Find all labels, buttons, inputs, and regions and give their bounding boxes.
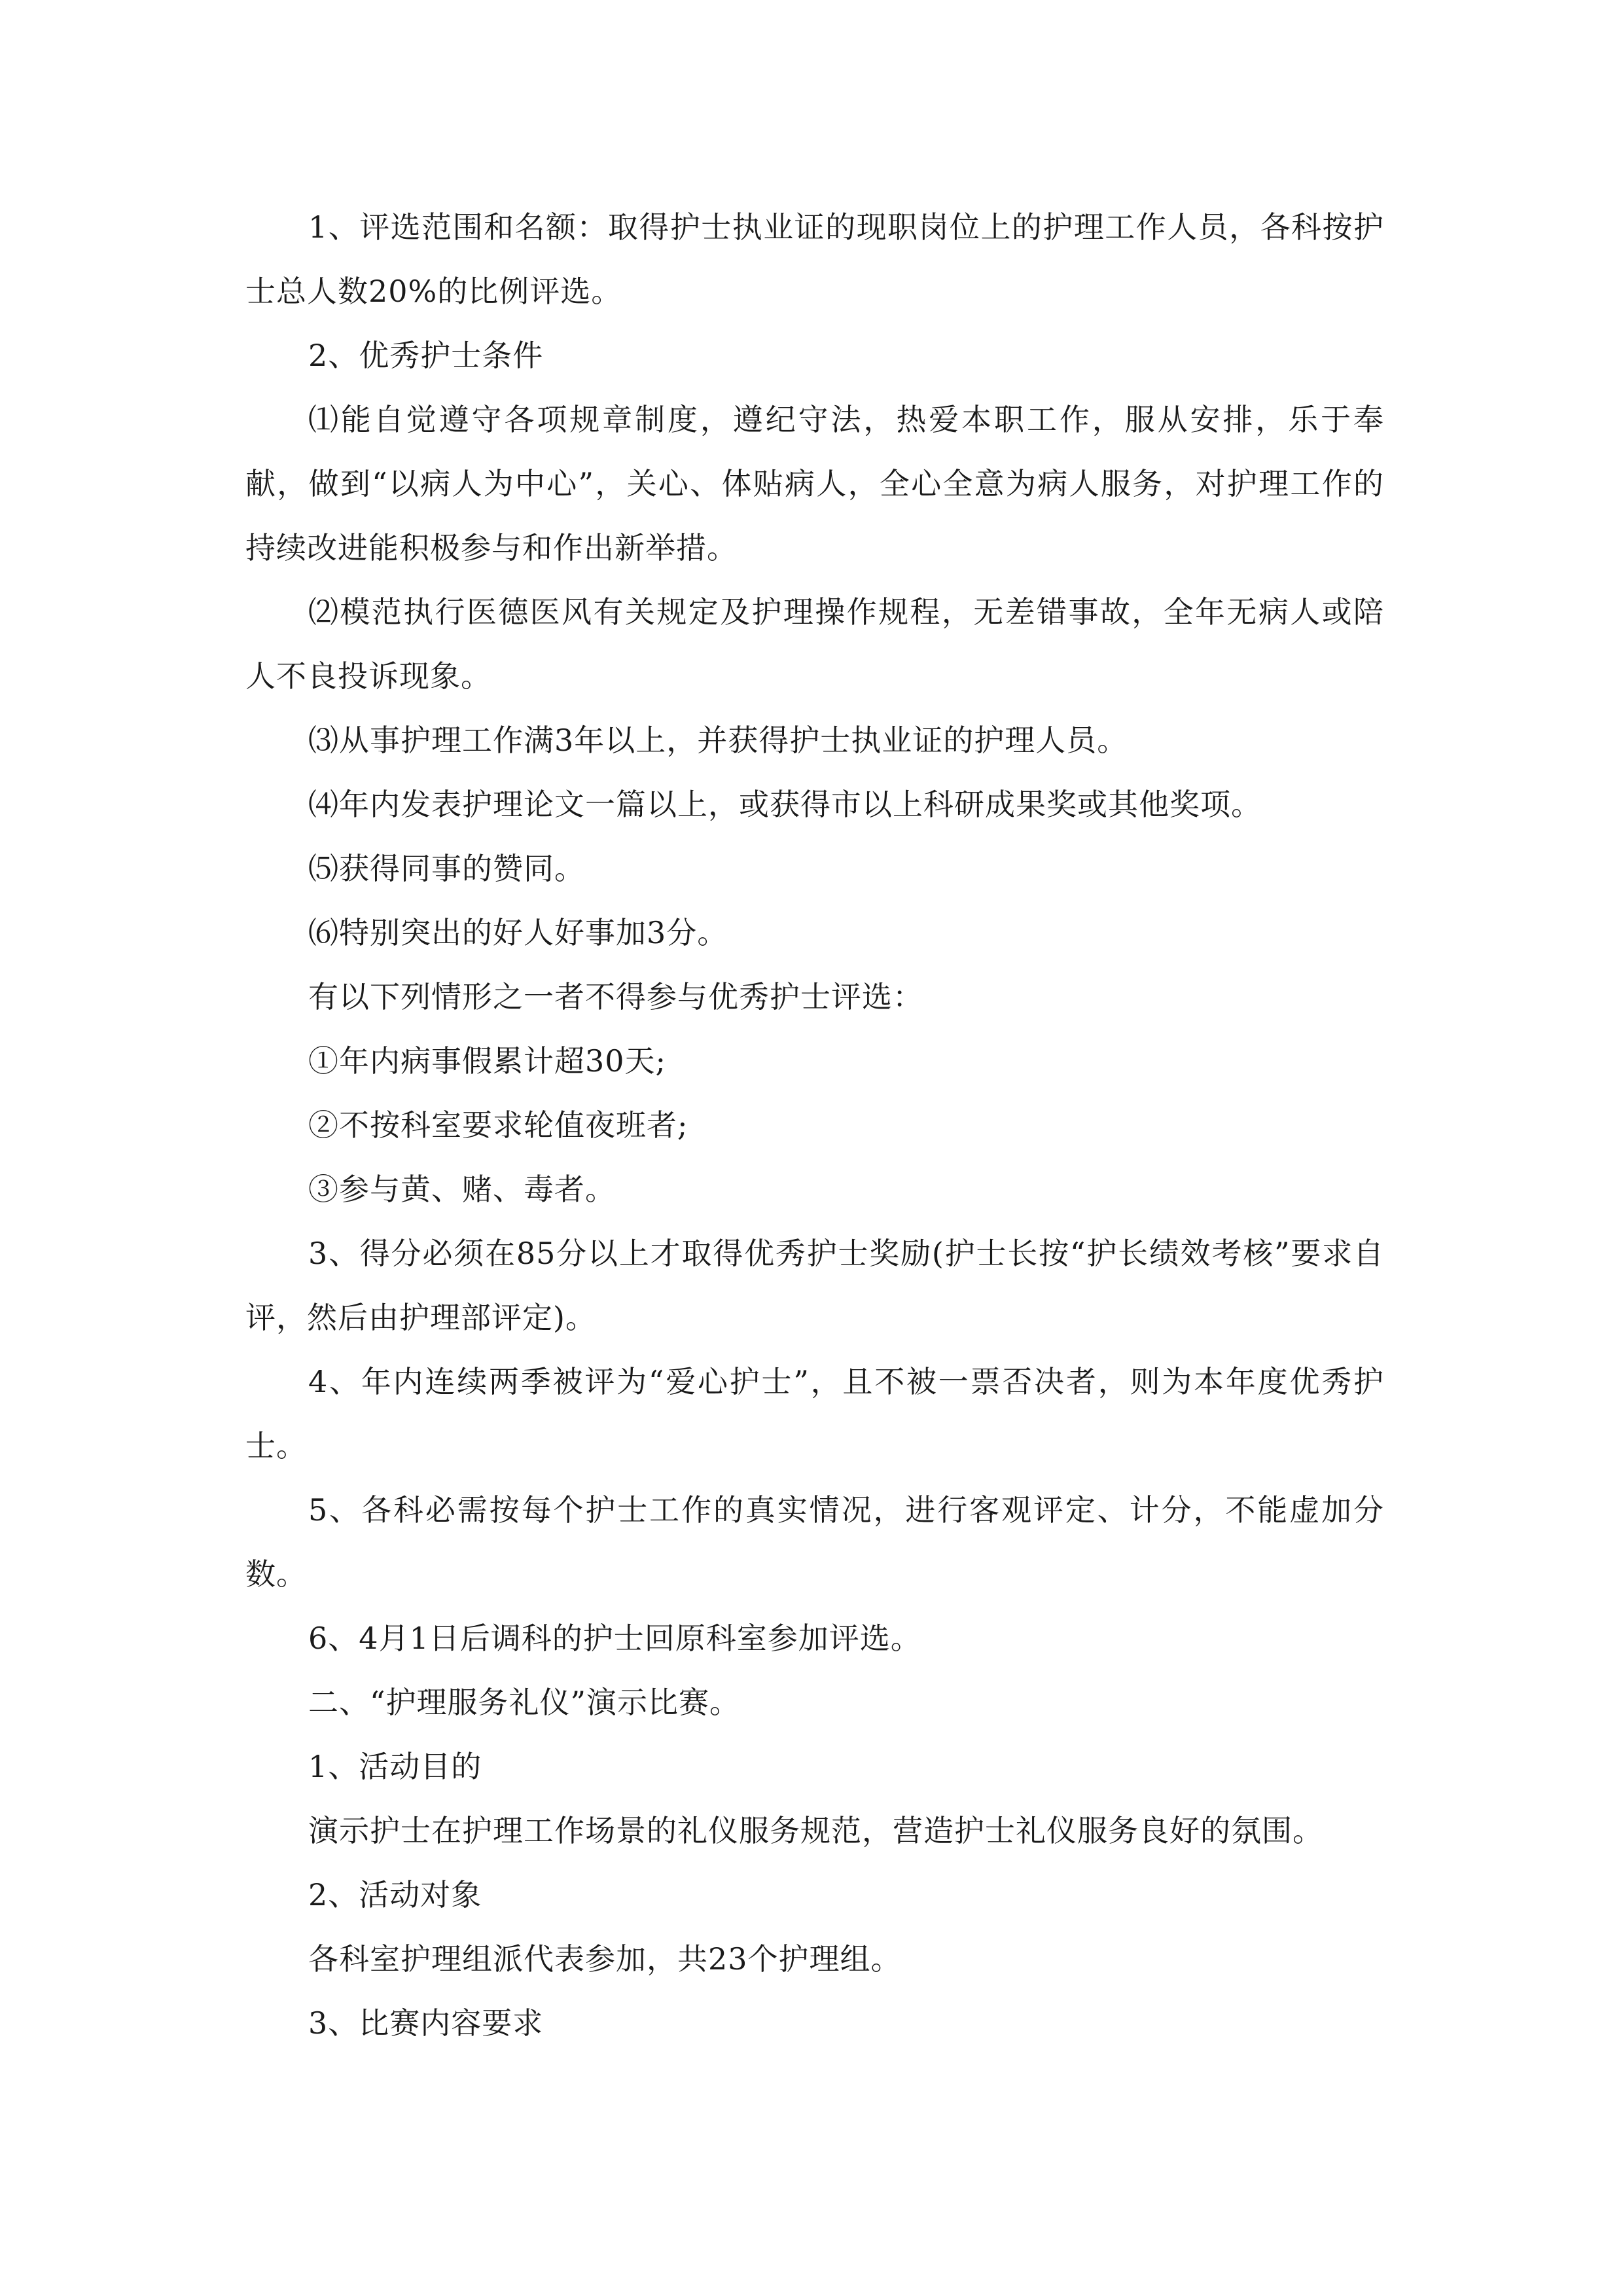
paragraph-exclusion-heading: 有以下列情形之一者不得参与优秀护士评选： — [308, 979, 923, 1014]
paragraph-activity-target: 各科室护理组派代表参加，共23个护理组。 — [308, 1941, 902, 1977]
paragraph-criterion-2: ⑵模范执行医德医风有关规定及护理操作规程，无差错事故，全年无病人或陪人不良投诉现象。 — [245, 594, 1384, 694]
document-body — [245, 195, 1384, 2055]
paragraph-criterion-5: ⑸获得同事的赞同。 — [308, 851, 585, 886]
paragraph-selection-scope: 1、评选范围和名额：取得护士执业证的现职岗位上的护理工作人员，各科按护士总人数20%的比例评选。 — [245, 209, 1384, 309]
paragraph-criterion-6: ⑹特别突出的好人好事加3分。 — [308, 915, 728, 950]
paragraph-activity-purpose: 演示护士在护理工作场景的礼仪服务规范，营造护士礼仪服务良好的氛围。 — [308, 1813, 1323, 1848]
paragraph-exclusion-3: ③参与黄、赌、毒者。 — [308, 1172, 616, 1207]
paragraph-transfer-rule: 6、4月1日后调科的护士回原科室参加评选。 — [308, 1621, 921, 1656]
paragraph-criterion-4: ⑷年内发表护理论文一篇以上，或获得市以上科研成果奖或其他奖项。 — [308, 787, 1262, 822]
paragraph-criterion-1: ⑴能自觉遵守各项规章制度，遵纪守法，热爱本职工作，服从安排，乐于奉献，做到“以病人为中心”，关心、体贴病人，全心全意为病人服务，对护理工作的持续改进能积极参与和作出新举措。 — [245, 402, 1384, 565]
paragraph-contest-content-heading: 3、比赛内容要求 — [308, 2005, 544, 2041]
paragraph-exclusion-1: ①年内病事假累计超30天; — [308, 1043, 667, 1079]
paragraph-caring-nurse: 4、年内连续两季被评为“爱心护士”，且不被一票否决者，则为本年度优秀护士。 — [245, 1364, 1384, 1463]
paragraph-objective-evaluation: 5、各科必需按每个护士工作的真实情况，进行客观评定、计分，不能虚加分数。 — [245, 1492, 1384, 1592]
paragraph-score-requirement: 3、得分必须在85分以上才取得优秀护士奖励(护士长按“护长绩效考核”要求自评，然后由护理部评定)。 — [245, 1236, 1384, 1335]
paragraph-nurse-criteria-heading: 2、优秀护士条件 — [308, 338, 544, 373]
paragraph-criterion-3: ⑶从事护理工作满3年以上，并获得护士执业证的护理人员。 — [308, 723, 1128, 758]
paragraph-exclusion-2: ②不按科室要求轮值夜班者; — [308, 1107, 688, 1143]
paragraph-section-two-heading: 二、“护理服务礼仪”演示比赛。 — [308, 1685, 741, 1720]
paragraph-activity-purpose-heading: 1、活动目的 — [308, 1749, 482, 1784]
paragraph-activity-target-heading: 2、活动对象 — [308, 1877, 482, 1912]
